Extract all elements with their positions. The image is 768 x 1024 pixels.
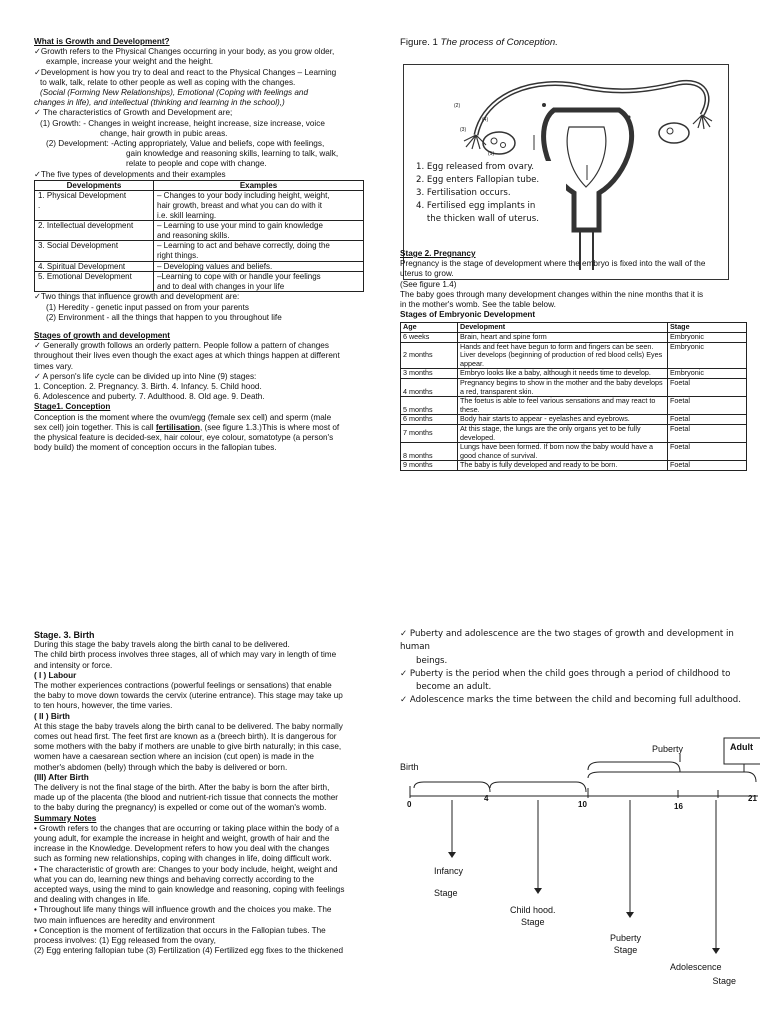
timeline-adult-label: Adult — [730, 742, 753, 752]
conception-figure — [403, 64, 729, 280]
characteristics-intro: ✓ The characteristics of Growth and Development are; — [34, 108, 233, 118]
table-cell: Embryonic — [668, 369, 747, 379]
labour-text-3: to ten hours, however, the time varies. — [34, 701, 173, 711]
development-characteristics-cont2: relate to people and cope with change. — [126, 159, 267, 169]
left-bottom-column — [34, 630, 369, 1024]
environment-item: (2) Environment - all the things that happen to you throughout life — [46, 312, 282, 322]
growth-definition-cont: example, increase your weight and the height. — [46, 57, 214, 67]
birth-text-4: women have a caesarean section where an incision (cut open) is made in the — [34, 752, 314, 762]
childhood-label: Child hood. — [510, 905, 556, 915]
development-characteristics: (2) Development: -Acting appropriately, Value and beliefs, cope with feelings, — [46, 139, 325, 149]
timeline-tick-0: 0 — [407, 800, 412, 809]
birth-text-2: comes out head first. The feet first are known as a (breech birth). It is dangerous for — [34, 732, 337, 742]
timeline-tick-4: 4 — [484, 794, 489, 803]
pregnancy-text-3: (See figure 1.4) — [400, 279, 457, 289]
puberty-stage-title: Puberty — [610, 933, 642, 943]
table-cell: 7 months — [401, 424, 458, 442]
puberty-note-1: ✓ Puberty and adolescence are the two stages of growth and development in human — [400, 629, 734, 653]
table-row — [401, 415, 747, 425]
table-cell: – Learning to act and behave correctly, doing the right things. — [154, 241, 364, 261]
labour-text-2: the baby to move down towards the cervix (uterine entrance). This stage may take up — [34, 691, 343, 701]
adolescence-label: Adolescence — [670, 962, 722, 972]
table-cell: The baby is fully developed and ready to be born. — [458, 461, 668, 471]
table-cell: Foetal — [668, 443, 747, 461]
timeline-birth-label: Birth — [400, 762, 419, 772]
conception-text-2 — [34, 423, 369, 433]
birth-intro: During this stage the baby travels along the birth canal to be delivered. — [34, 640, 290, 650]
embryonic-table — [400, 322, 747, 471]
table-header-row — [35, 180, 364, 191]
table-cell: 3 months — [401, 369, 458, 379]
table-row — [401, 424, 747, 442]
puberty-note-2b: become an adult. — [416, 682, 492, 693]
pregnancy-text-2: uterus to grow. — [400, 269, 454, 279]
table-cell: 6 weeks — [401, 333, 458, 343]
figure-label: Figure. 1 — [400, 37, 441, 48]
growth-definition: ✓Growth refers to the Physical Changes occurring in your body, as you grow older, — [34, 47, 335, 57]
table-row — [35, 261, 364, 272]
table-cell: Foetal — [668, 415, 747, 425]
development-types-italic-cont: changes in life), and intellectual (thinking and learning in the school),) — [34, 98, 285, 108]
table-cell: 5. Emotional Development — [35, 272, 154, 292]
table-row — [401, 397, 747, 415]
adolescence-stage-label — [670, 960, 760, 988]
table-cell: 8 months — [401, 443, 458, 461]
puberty-notes — [400, 628, 760, 708]
summary-heading: Summary Notes — [34, 813, 97, 823]
summary-2d: and dealing with changes in life. — [34, 895, 151, 905]
table-cell: Embryonic — [668, 342, 747, 369]
five-types-intro: ✓The five types of developments and their examples — [34, 169, 226, 179]
stages-text-cont2: times vary. — [34, 361, 73, 371]
life-cycle-stages-1: 1. Conception. 2. Pregnancy. 3. Birth. 4. Infancy. 5. Child hood. — [34, 382, 262, 391]
timeline-puberty-label: Puberty — [652, 744, 684, 754]
fig-mark-4: (4) — [482, 117, 489, 123]
pregnancy-text: Pregnancy is the stage of development where the embryo is fixed into the wall of the — [400, 259, 706, 269]
summary-1d: such as forming new relationships, coping with changes in life, doing difficult work. — [34, 854, 332, 864]
table-header: Development — [458, 323, 668, 333]
adolescence-note: ✓ Adolescence marks the time between the child and becoming full adulthood. — [400, 695, 741, 706]
left-top-column — [34, 37, 369, 547]
labour-heading: ( I ) Labour — [34, 670, 77, 680]
conception-text-2a: sex cell) join together. This is call — [34, 422, 156, 432]
table-cell: Pregnancy begins to show in the mother and the baby develops a red, transparent skin. — [458, 378, 668, 396]
table-cell: Brain, heart and spine form — [458, 333, 668, 343]
infancy-label: Infancy — [434, 866, 464, 876]
puberty-note-2: ✓ Puberty is the period when the child goes through a period of childhood to — [400, 668, 731, 679]
puberty-stage-word: Stage — [613, 945, 638, 955]
life-timeline — [400, 732, 760, 1024]
after-birth-text-2: made up of the placenta (the blood and nutrient-rich tissue that connects the mother — [34, 793, 339, 803]
heredity-item: (1) Heredity - genetic input passed on from your parents — [46, 302, 249, 312]
table-cell: 4. Spiritual Development — [35, 261, 154, 272]
development-definition: ✓Development is how you try to deal and react to the Physical Changes – Learning — [34, 67, 337, 77]
childhood-stage-word: Stage — [521, 917, 545, 927]
figure-caption: The process of Conception. — [440, 37, 558, 48]
conception-text-4: body build) the moment of conception occurs in the fallopian tubes. — [34, 443, 277, 453]
summary-2: • The characteristic of growth are: Changes to your body include, height, weight and — [34, 864, 338, 874]
timeline-tick-16: 16 — [674, 802, 683, 811]
step-1: 1. Egg released from ovary. — [416, 162, 534, 172]
summary-3b: two main influences are heredity and environment — [34, 915, 215, 925]
table-row — [401, 342, 747, 369]
table-row — [35, 191, 364, 221]
step-4: 4. Fertilised egg implants in — [416, 201, 536, 211]
table-cell: Embryonic — [668, 333, 747, 343]
summary-3: • Throughout life many things will influence growth and the choices you make. The — [34, 905, 332, 915]
puberty-note-1b: beings. — [416, 655, 448, 666]
table-cell: – Changes to your body including height, weight, hair growth, breast and what you can do with it i.e. skill learning. — [154, 191, 364, 221]
growth-characteristics-cont: change, hair growth in pubic areas. — [100, 128, 228, 138]
development-types-italic: (Social (Forming New Relationships), Emotional (Coping with feelings and — [40, 88, 309, 98]
table-row — [401, 333, 747, 343]
after-birth-heading: (III) After Birth — [34, 772, 89, 782]
right-top-column — [400, 37, 750, 547]
stages-text: ✓ Generally growth follows an orderly pattern. People follow a pattern of changes — [34, 341, 329, 351]
table-cell: – Learning to use your mind to gain knowledge and reasoning skills. — [154, 221, 364, 241]
fig-mark-2: (2) — [454, 103, 461, 109]
stage2-heading: Stage 2. Pregnancy — [400, 249, 476, 258]
table-cell: – Developing values and beliefs. — [154, 261, 364, 272]
embryonic-heading: Stages of Embryonic Development — [400, 310, 536, 320]
table-row — [401, 378, 747, 396]
table-row — [401, 461, 747, 471]
summary-1c: increase in the Knowledge. Development refers to how you deal with the changes — [34, 844, 330, 854]
table-row — [401, 443, 747, 461]
summary-4c: (2) Egg entering fallopian tube (3) Fertilization (4) Fertilized egg fixes to the thickened — [34, 946, 344, 956]
labour-text: The mother experiences contractions (powerful feelings or sensations) that enable — [34, 681, 332, 691]
conception-text-3: the physical feature is decided-sex, hair colour, eye colour, somatotype (a person's — [34, 433, 334, 443]
table-cell: Hands and feet have begun to form and fingers can be seen. Liver develops (beginning of production of red blood cells) Eyes appear. — [458, 342, 668, 369]
table-header: Developments — [35, 180, 154, 191]
table-row — [35, 241, 364, 261]
adolescence-stage-word: Stage — [712, 976, 736, 986]
table-cell: 2 months — [401, 342, 458, 369]
stage1-heading: Stage1. Conception — [34, 402, 111, 412]
life-cycle-stages-2: 6. Adolescence and puberty. 7. Adulthood. 8. Old age. 9. Death. — [34, 392, 265, 402]
stages-heading: Stages of growth and development — [34, 330, 171, 340]
fig-mark-1: (1) — [488, 151, 495, 157]
table-cell: Embryo looks like a baby, although it needs time to develop. — [458, 369, 668, 379]
table-row — [35, 272, 364, 292]
development-types-table — [34, 180, 364, 293]
after-birth-text: The delivery is not the final stage of the birth. After the baby is born the after birth, — [34, 783, 330, 793]
step-4-cont: the thicken wall of uterus. — [416, 214, 539, 224]
conception-text: Conception is the moment where the ovum/egg (female sex cell) and sperm (male — [34, 412, 332, 422]
pregnancy-text-5: in the mother's womb. See the table below. — [400, 300, 556, 310]
table-cell: 3. Social Development — [35, 241, 154, 261]
table-cell: 2. Intellectual development — [35, 221, 154, 241]
development-definition-cont: to walk, talk, relate to other people as well as coping with the changes. — [40, 77, 296, 87]
table-cell: The foetus is able to feel various sensations and may react to these. — [458, 397, 668, 415]
table-cell: 9 months — [401, 461, 458, 471]
table-header: Stage — [668, 323, 747, 333]
infancy-stage-word: Stage — [434, 888, 458, 898]
growth-characteristics: (1) Growth: - Changes in weight increase, height increase, size increase, voice — [40, 118, 325, 128]
figure-title — [400, 37, 750, 49]
birth-intro-2: The child birth process involves three stages, all of which may vary in length of time — [34, 650, 337, 660]
table-cell: At this stage, the lungs are the only organs yet to be fully developed. — [458, 424, 668, 442]
table-cell: Body hair starts to appear - eyelashes and eyebrows. — [458, 415, 668, 425]
fertilisation-term: fertilisation — [155, 422, 200, 432]
summary-4b: process involves: (1) Egg released from the ovary, — [34, 936, 216, 946]
table-cell: Foetal — [668, 378, 747, 396]
fig-mark-3: (3) — [460, 127, 467, 133]
table-header: Examples — [154, 180, 364, 191]
step-2: 2. Egg enters Fallopian tube. — [416, 175, 540, 185]
pregnancy-text-4: The baby goes through many development changes within the nine months that it is — [400, 289, 704, 299]
puberty-stage-label — [610, 932, 641, 956]
timeline-tick-10: 10 — [578, 800, 587, 809]
birth-text: At this stage the baby travels along the birth canal to be delivered. The baby normally — [34, 721, 343, 731]
development-characteristics-cont: gain knowledge and reasoning skills, learning to talk, walk, — [126, 149, 339, 159]
summary-2c: accepted ways, using the mind to gain knowledge and reasoning, coping with feelings — [34, 885, 345, 895]
table-cell: 4 months — [401, 378, 458, 396]
conception-text-2c: , (see figure 1.3.)This is where most of — [199, 422, 340, 432]
influences-intro: ✓Two things that influence growth and development are: — [34, 292, 240, 302]
table-cell: 5 months — [401, 397, 458, 415]
table-cell: Foetal — [668, 424, 747, 442]
table-cell: Foetal — [668, 397, 747, 415]
childhood-stage-label — [510, 904, 556, 928]
summary-1: • Growth refers to the changes that are occurring or taking place within the body of a — [34, 823, 340, 833]
infancy-stage-label — [434, 860, 463, 904]
table-cell: Foetal — [668, 461, 747, 471]
table-cell: –Learning to cope with or handle your feelings and to deal with changes in your life — [154, 272, 364, 292]
birth-heading: ( II ) Birth — [34, 711, 70, 721]
life-cycle-intro: ✓ A person's life cycle can be divided up into Nine (9) stages: — [34, 371, 257, 381]
timeline-tick-21: 21 — [748, 794, 757, 803]
step-3: 3. Fertilisation occurs. — [416, 188, 511, 198]
table-header: Age — [401, 323, 458, 333]
stage3-heading: Stage. 3. Birth — [34, 630, 95, 640]
stages-text-cont: throughout their lives even though the exact ages at which things happen at different — [34, 351, 340, 361]
birth-text-3: some mothers with the baby if mothers are unable to give birth naturally; in this case, — [34, 742, 342, 752]
pregnancy-section — [400, 249, 750, 471]
summary-2b: what you can do, learning new things and behaving correctly according to the — [34, 874, 314, 884]
table-cell: 6 months — [401, 415, 458, 425]
conception-steps — [416, 161, 566, 226]
birth-text-5: mother's abdomen (belly) through which the baby is delivered or born. — [34, 762, 288, 772]
right-bottom-column — [400, 628, 760, 1024]
birth-intro-3: and intensity or force. — [34, 660, 113, 670]
table-cell: Lungs have been formed. If born now the baby would have a good chance of survival. — [458, 443, 668, 461]
table-cell: 1. Physical Development . — [35, 191, 154, 221]
summary-1b: young adult, for example the increase in height and weight, growth of hair and the — [34, 834, 330, 844]
growth-development-heading: What is Growth and Development? — [34, 37, 170, 46]
after-birth-text-3: to the baby during the pregnancy) is expelled or come out of the woman's womb. — [34, 803, 327, 813]
table-row — [35, 221, 364, 241]
summary-4: • Conception is the moment of fertilization that occurs in the Fallopian tubes. The — [34, 925, 326, 935]
